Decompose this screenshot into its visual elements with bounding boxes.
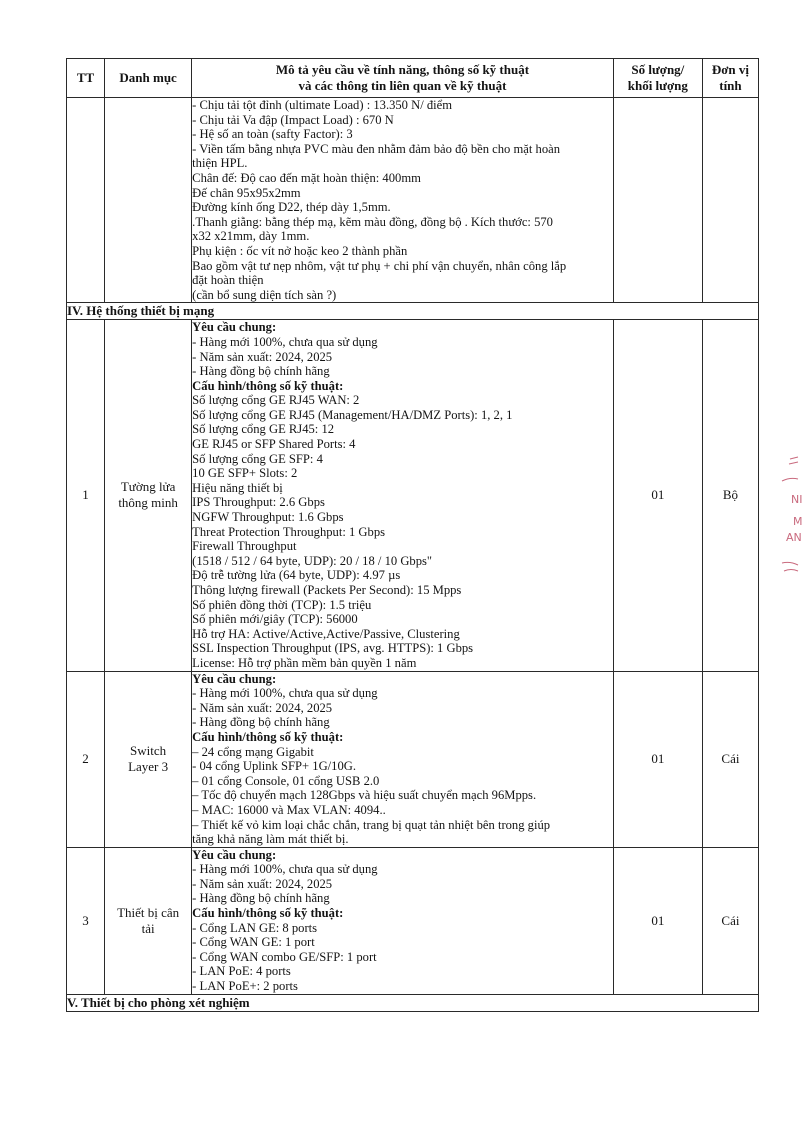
spec-line: - Hàng mới 100%, chưa qua sử dụng	[192, 686, 378, 701]
spec-table	[66, 58, 759, 1012]
spec-line: Hiệu năng thiết bị	[192, 480, 283, 495]
continuation-line: (cần bổ sung diện tích sàn ?)	[192, 287, 337, 302]
spec-line: Độ trễ tường lửa (64 byte, UDP): 4.97 µs	[192, 568, 401, 583]
item-row-1	[67, 320, 759, 671]
continuation-tt	[67, 98, 105, 303]
continuation-line: Đường kính ống D22, thép dày 1,5mm.	[192, 200, 391, 215]
continuation-line: Đế chân 95x95x2mm	[192, 185, 301, 200]
header-mo-ta-line-1: Mô tả yêu cầu về tính năng, thông số kỹ thuật	[275, 62, 530, 77]
spec-line: Số lượng cổng GE RJ45 WAN: 2	[192, 393, 360, 408]
item-2-description	[192, 671, 614, 847]
header-don-vi-line-1: Đơn vị	[711, 62, 750, 77]
continuation-line: .Thanh giằng: bằng thép mạ, kẽm màu đồng, đồng bộ . Kích thước: 570	[192, 214, 553, 229]
spec-line: - Hàng mới 100%, chưa qua sử dụng	[192, 862, 378, 877]
continuation-line: - Chịu tải tột đỉnh (ultimate Load) : 13.350 N/ điểm	[192, 98, 453, 112]
spec-line: - Năm sản xuất: 2024, 2025	[192, 876, 333, 891]
stamp-fragment-2: M	[793, 515, 803, 528]
header-don-vi-line-2: tính	[719, 78, 742, 93]
section-row-v	[67, 994, 759, 1011]
spec-line: - Cổng LAN GE: 8 ports	[192, 920, 318, 935]
spec-line: - Hàng đồng bộ chính hãng	[192, 715, 330, 730]
spec-line: Số lượng cổng GE RJ45: 12	[192, 422, 335, 437]
section-row-iv	[67, 303, 759, 320]
item-1-name-line-2: thông minh	[118, 495, 178, 511]
header-don-vi	[702, 59, 758, 98]
continuation-line: đặt hoàn thiện	[192, 273, 264, 288]
header-tt-text: TT	[76, 70, 95, 85]
continuation-line: thiện HPL.	[192, 156, 248, 171]
spec-subheading: Yêu cầu chung:	[192, 847, 277, 862]
spec-line: 10 GE SFP+ Slots: 2	[192, 466, 298, 481]
item-1-qty: 01	[613, 320, 702, 671]
spec-line: Số lượng cổng GE RJ45 (Management/HA/DMZ Ports): 1, 2, 1	[192, 407, 513, 422]
spec-line: - Hàng đồng bộ chính hãng	[192, 891, 330, 906]
item-3-unit: Cái	[702, 847, 758, 994]
spec-subheading: Cấu hình/thông số kỹ thuật:	[192, 729, 344, 744]
spec-line: – 24 cổng mạng Gigabit	[192, 744, 314, 759]
item-1-description	[192, 320, 614, 671]
spec-line: - Năm sản xuất: 2024, 2025	[192, 349, 333, 364]
spec-line: Số phiên mới/giây (TCP): 56000	[192, 612, 358, 627]
header-mo-ta	[192, 59, 614, 98]
spec-line: Số phiên đồng thời (TCP): 1.5 triệu	[192, 597, 372, 612]
header-so-luong	[613, 59, 702, 98]
item-2-unit: Cái	[702, 671, 758, 847]
item-2-qty: 01	[613, 671, 702, 847]
spec-line: – 01 cổng Console, 01 cổng USB 2.0	[192, 773, 380, 788]
spec-subheading: Yêu cầu chung:	[192, 671, 277, 686]
spec-line: SSL Inspection Throughput (IPS, avg. HTTPS): 1 Gbps	[192, 641, 474, 656]
continuation-description	[192, 98, 614, 303]
spec-line: NGFW Throughput: 1.6 Gbps	[192, 510, 344, 525]
item-3-name	[105, 847, 192, 994]
item-2-name-line-2: Layer 3	[128, 759, 169, 775]
spec-line: - Cổng WAN GE: 1 port	[192, 935, 315, 950]
spec-subheading: Cấu hình/thông số kỹ thuật:	[192, 906, 344, 921]
seal-stamp-fragment	[772, 455, 803, 585]
continuation-line: Phụ kiện : ốc vít nở hoặc keo 2 thành phần	[192, 243, 408, 258]
stamp-fragment-3: AN	[786, 531, 802, 544]
item-1-name-line-1: Tường lửa	[120, 479, 176, 495]
item-1-name	[105, 320, 192, 671]
header-so-luong-line-1: Số lượng/	[631, 62, 685, 77]
item-3-tt: 3	[67, 847, 105, 994]
continuation-line: - Chịu tải Va đập (Impact Load) : 670 N	[192, 112, 394, 127]
header-danh-muc	[105, 59, 192, 98]
spec-line: - LAN PoE: 4 ports	[192, 964, 291, 979]
header-so-luong-line-2: khối lượng	[627, 78, 688, 93]
spec-line: – Thiết kế vỏ kim loại chắc chắn, trang bị quạt tản nhiệt bên trong giúp	[192, 817, 551, 832]
spec-line: - 04 cổng Uplink SFP+ 1G/10G.	[192, 759, 357, 774]
spec-line: IPS Throughput: 2.6 Gbps	[192, 495, 325, 510]
spec-line: – Tốc độ chuyển mạch 128Gbps và hiệu suất chuyển mạch 96Mpps.	[192, 788, 537, 803]
continuation-row	[67, 98, 759, 303]
spec-line: Threat Protection Throughput: 1 Gbps	[192, 524, 386, 539]
spec-line: – MAC: 16000 và Max VLAN: 4094..	[192, 802, 386, 817]
spec-line: - Hàng đồng bộ chính hãng	[192, 364, 330, 379]
spec-line: - LAN PoE+: 2 ports	[192, 979, 298, 994]
spec-line: Số lượng cổng GE SFP: 4	[192, 451, 323, 466]
item-row-3	[67, 847, 759, 994]
header-tt	[67, 59, 105, 98]
item-3-qty: 01	[613, 847, 702, 994]
spec-subheading: Cấu hình/thông số kỹ thuật:	[192, 378, 344, 393]
item-2-tt: 2	[67, 671, 105, 847]
item-row-2	[67, 671, 759, 847]
spec-line: tăng khả năng làm mát thiết bị.	[192, 832, 349, 847]
spec-line: - Hàng mới 100%, chưa qua sử dụng	[192, 334, 378, 349]
spec-subheading: Yêu cầu chung:	[192, 320, 277, 335]
continuation-qty	[613, 98, 702, 303]
header-mo-ta-line-2: và các thông tin liên quan về kỹ thuật	[298, 78, 507, 93]
section-title-iv: IV. Hệ thống thiết bị mạng	[67, 303, 759, 320]
spec-line: License: Hỗ trợ phần mềm bản quyền 1 năm	[192, 655, 417, 670]
item-3-name-line-1: Thiết bị cân	[117, 904, 180, 920]
stamp-fragment-1: NI	[791, 493, 803, 506]
spec-line: (1518 / 512 / 64 byte, UDP): 20 / 18 / 10 Gbps"	[192, 553, 433, 568]
spec-line: Hỗ trợ HA: Active/Active,Active/Passive, Clustering	[192, 626, 460, 641]
spec-line: Firewall Throughput	[192, 539, 297, 554]
spec-line: - Cổng WAN combo GE/SFP: 1 port	[192, 949, 377, 964]
item-2-name	[105, 671, 192, 847]
spec-line: - Năm sản xuất: 2024, 2025	[192, 700, 333, 715]
spec-line: Thông lượng firewall (Packets Per Second): 15 Mpps	[192, 583, 462, 597]
header-row	[67, 59, 759, 98]
continuation-unit	[702, 98, 758, 303]
spec-line: GE RJ45 or SFP Shared Ports: 4	[192, 437, 356, 452]
continuation-line: - Viền tấm bằng nhựa PVC màu đen nhằm đảm bảo độ bền cho mặt hoàn	[192, 141, 560, 156]
continuation-line: Chân đế: Độ cao đến mặt hoàn thiện: 400mm	[192, 170, 421, 185]
item-3-name-line-2: tải	[141, 920, 155, 936]
item-1-unit: Bộ	[702, 320, 758, 671]
section-title-v: V. Thiết bị cho phòng xét nghiệm	[67, 994, 759, 1011]
header-danh-muc-text: Danh mục	[119, 70, 177, 85]
continuation-line: - Hệ số an toàn (safty Factor): 3	[192, 127, 353, 142]
item-3-description	[192, 847, 614, 994]
continuation-line: Bao gồm vật tư nẹp nhôm, vật tư phụ + chi phí vận chuyển, nhân công lắp	[192, 258, 567, 273]
continuation-line: x32 x21mm, dày 1mm.	[192, 229, 310, 244]
continuation-danh-muc	[105, 98, 192, 303]
item-1-tt: 1	[67, 320, 105, 671]
item-2-name-line-1: Switch	[130, 743, 167, 759]
